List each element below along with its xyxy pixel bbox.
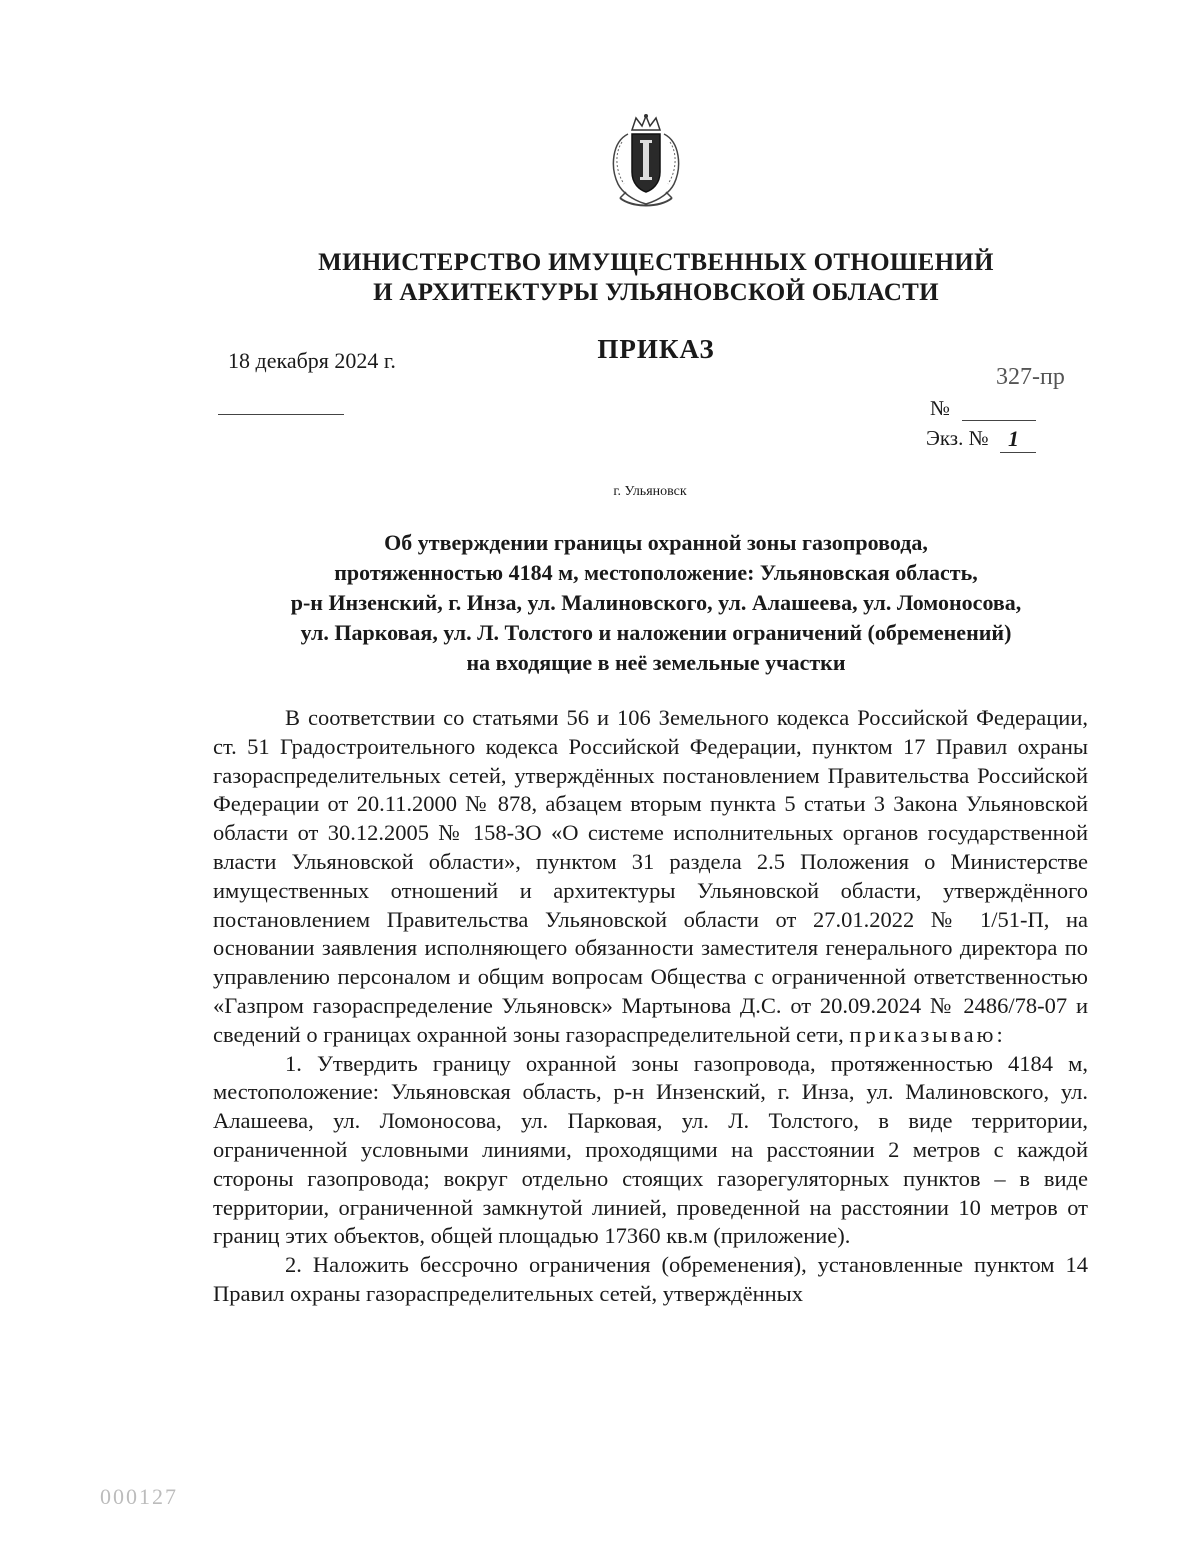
copy-underline bbox=[1000, 452, 1036, 453]
order-subject bbox=[200, 528, 1112, 678]
order-number: 327-пр bbox=[996, 364, 1065, 390]
ministry-name-line1: МИНИСТЕРСТВО ИМУЩЕСТВЕННЫХ ОТНОШЕНИЙ bbox=[318, 249, 994, 276]
page-stamp: 000127 bbox=[100, 1484, 178, 1509]
subject-line: на входящие в неё земельные участки bbox=[466, 650, 846, 675]
coat-of-arms-icon bbox=[602, 112, 690, 212]
subject-line: Об утверждении границы охранной зоны газопровода, bbox=[384, 530, 928, 555]
order-body bbox=[213, 704, 1088, 1309]
preamble-paragraph bbox=[213, 704, 1088, 1050]
order-word: приказываю: bbox=[849, 1021, 1006, 1047]
subject-line: протяженностью 4184 м, местоположение: Ульяновская область, bbox=[334, 560, 978, 585]
clause-1-paragraph: 1. Утвердить границу охранной зоны газопровода, протяженностью 4184 м, местоположение: Ульяновская область, р-н Инзенский, г. Инза, ул. Малиновского, ул. Алашеева, ул. Ломоносова, ул. Парковая, ул. Л. Толстого, в виде территории, ограниченной условными линиями, проходящими на расстоянии 2 метров с каждой стороны газопровода; вокруг отдельно стоящих газорегуляторных пунктов – в виде территории, ограниченной замкнутой линией, проведенной на расстоянии 10 метров от границ этих объектов, общей площадью 17360 кв.м (приложение). bbox=[213, 1050, 1088, 1249]
number-underline bbox=[962, 420, 1036, 421]
number-label: № bbox=[930, 396, 951, 420]
order-date: 18 декабря 2024 г. bbox=[228, 348, 396, 373]
ministry-name-line2: И АРХИТЕКТУРЫ УЛЬЯНОВСКОЙ ОБЛАСТИ bbox=[373, 279, 939, 306]
city-name: г. Ульяновск bbox=[613, 484, 687, 499]
ministry-name bbox=[0, 248, 1200, 308]
subject-line: р-н Инзенский, г. Инза, ул. Малиновского, ул. Алашеева, ул. Ломоносова, bbox=[290, 590, 1022, 615]
order-title: ПРИКАЗ bbox=[597, 334, 715, 364]
clause-2-paragraph: 2. Наложить бессрочно ограничения (обременения), установленные пунктом 14 Правил охраны газораспределительных сетей, утверждённых bbox=[213, 1252, 1088, 1306]
preamble-text: В соответствии со статьями 56 и 106 Земельного кодекса Российской Федерации, ст. 51 Градостроительного кодекса Российской Федерации, пунктом 17 Правил охраны газораспределительных сетей, утверждённых постановлением Правительства Российской Федерации от 20.11.2000 № 878, абзацем вторым пункта 5 статьи 3 Закона Ульяновской области от 30.12.2005 № 158-ЗО «О системе исполнительных органов государственной власти Ульяновской области», пунктом 31 раздела 2.5 Положения о Министерстве имущественных отношений и архитектуры Ульяновской области, утверждённого постановлением Правительства Ульяновской области от 27.01.2022 № 1/51-П, на основании заявления исполняющего обязанности заместителя генерального директора по управлению персоналом и общим вопросам Общества с ограниченной ответственностью «Газпром газораспределение Ульяновск» Мартынова Д.С. от 20.09.2024 № 2486/78-07 и сведений о границах охранной зоны газораспределительной сети, bbox=[213, 705, 1088, 1047]
subject-line: ул. Парковая, ул. Л. Толстого и наложении ограничений (обременений) bbox=[300, 620, 1012, 645]
copy-number: 1 bbox=[1008, 426, 1019, 451]
date-underline bbox=[218, 414, 344, 415]
copy-label: Экз. № bbox=[926, 426, 989, 450]
